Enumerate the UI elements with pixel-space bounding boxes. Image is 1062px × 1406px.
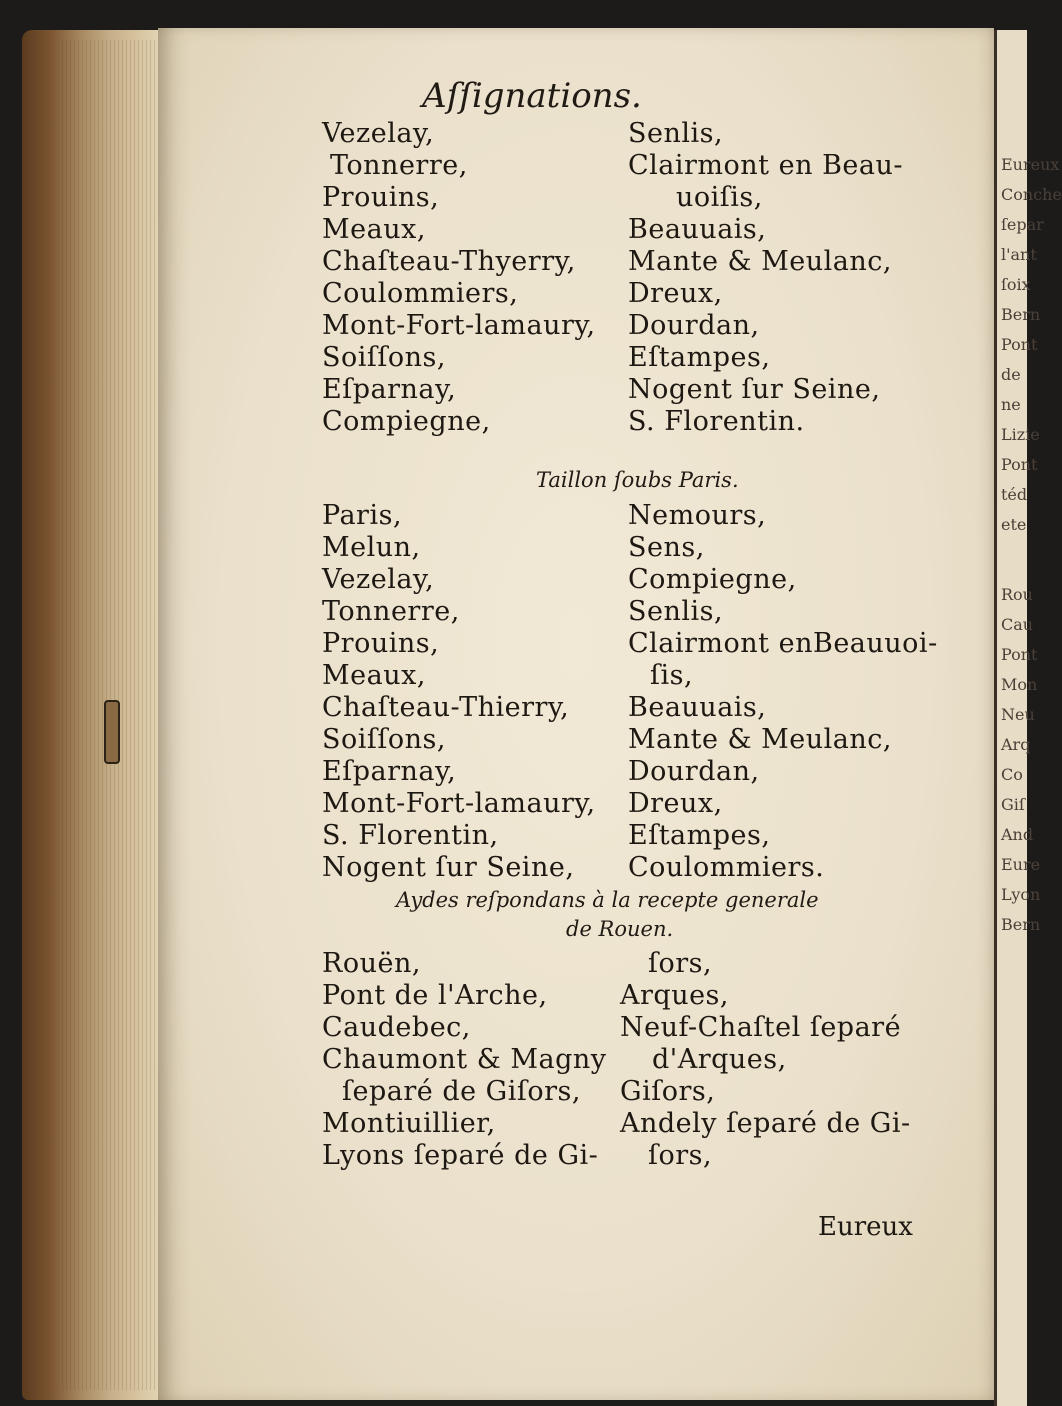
place-name: Mante & Meulanc, bbox=[628, 724, 892, 755]
place-name: Compiegne, bbox=[322, 406, 491, 437]
place-name: Mante & Meulanc, bbox=[628, 246, 892, 277]
place-name: Melun, bbox=[322, 532, 421, 563]
section-heading: Taillon ſoubs Paris. bbox=[536, 468, 739, 492]
place-name: Chaſteau-Thyerry, bbox=[322, 246, 576, 277]
place-name: ſors, bbox=[648, 1140, 713, 1171]
place-name: Meaux, bbox=[322, 214, 426, 245]
facing-page-fragment: Pont bbox=[1001, 455, 1038, 474]
facing-page-fragment: de bbox=[1001, 365, 1021, 384]
place-name: Beauuais, bbox=[628, 214, 767, 245]
place-name: Eſparnay, bbox=[322, 756, 457, 787]
place-name: Mont-Fort-lamaury, bbox=[322, 788, 596, 819]
section3-right-column bbox=[620, 948, 911, 1172]
place-name: Meaux, bbox=[322, 660, 426, 691]
place-name: Coulommiers, bbox=[322, 278, 519, 309]
place-name: Nogent ſur Seine, bbox=[322, 852, 575, 883]
place-name: Soiſſons, bbox=[322, 724, 446, 755]
place-name: Caudebec, bbox=[322, 1012, 471, 1043]
facing-page-fragment: Rou bbox=[1001, 585, 1033, 604]
place-name: Lyons ſeparé de Gi- bbox=[322, 1140, 599, 1171]
facing-page bbox=[994, 30, 1062, 1406]
place-name: S. Florentin. bbox=[628, 406, 805, 437]
section-heading: Aydes reſpondans à la recepte generale bbox=[396, 888, 819, 912]
page-header: Aſſignations. bbox=[422, 76, 642, 116]
place-name: Dreux, bbox=[628, 278, 723, 309]
facing-page-fragment: Neu bbox=[1001, 705, 1035, 724]
section1-right-column bbox=[628, 118, 903, 438]
place-name: Compiegne, bbox=[628, 564, 797, 595]
place-name: Eſtampes, bbox=[628, 342, 771, 373]
facing-page-fragment: Conche bbox=[1001, 185, 1062, 204]
facing-page-fragment: ete bbox=[1001, 515, 1027, 534]
place-name: Soiſſons, bbox=[322, 342, 446, 373]
place-name: Giſors, bbox=[620, 1076, 716, 1107]
section2-left-column bbox=[322, 500, 596, 884]
place-name: Clairmont enBeauuoi- bbox=[628, 628, 938, 659]
place-name: uoiſis, bbox=[676, 182, 763, 213]
place-name: Chaumont & Magny bbox=[322, 1044, 607, 1075]
section-heading-continued: de Rouen. bbox=[566, 917, 674, 941]
catchword: Eureux bbox=[818, 1212, 913, 1242]
place-name: ſors, bbox=[648, 948, 713, 979]
facing-page-fragment: And bbox=[1001, 825, 1034, 844]
book-edge bbox=[22, 30, 172, 1400]
place-name: Nogent ſur Seine, bbox=[628, 374, 881, 405]
facing-page-fragment: Co bbox=[1001, 765, 1023, 784]
section3-left-column bbox=[322, 948, 607, 1172]
place-name: Sens, bbox=[628, 532, 705, 563]
place-name: Dreux, bbox=[628, 788, 723, 819]
place-name: Prouins, bbox=[322, 182, 440, 213]
place-name: d'Arques, bbox=[652, 1044, 787, 1075]
place-name: Chaſteau-Thierry, bbox=[322, 692, 570, 723]
facing-page-fragment: Lizie bbox=[1001, 425, 1040, 444]
place-name: Clairmont en Beau- bbox=[628, 150, 903, 181]
place-name: Pont de l'Arche, bbox=[322, 980, 548, 1011]
place-name: Beauuais, bbox=[628, 692, 767, 723]
place-name: Montiuillier, bbox=[322, 1108, 496, 1139]
facing-page-fragment: Pont bbox=[1001, 645, 1038, 664]
facing-page-fragment: téd bbox=[1001, 485, 1028, 504]
place-name: ſis, bbox=[650, 660, 694, 691]
place-name: Neuf-Chaſtel ſeparé bbox=[620, 1012, 902, 1043]
facing-page-fragment: Mon bbox=[1001, 675, 1038, 694]
facing-page-fragment: Giſ bbox=[1001, 795, 1025, 814]
facing-page-fragment: ne bbox=[1001, 395, 1021, 414]
place-name: Dourdan, bbox=[628, 310, 760, 341]
place-name: Rouën, bbox=[322, 948, 421, 979]
section2-right-column bbox=[628, 500, 938, 884]
place-name: Paris, bbox=[322, 500, 403, 531]
place-name: Senlis, bbox=[628, 118, 724, 149]
place-name: Senlis, bbox=[628, 596, 724, 627]
place-name: S. Florentin, bbox=[322, 820, 499, 851]
facing-page-fragment: ſepar bbox=[1001, 215, 1044, 234]
facing-page-fragment: ſoix bbox=[1001, 275, 1031, 294]
place-name: ſeparé de Giſors, bbox=[342, 1076, 581, 1107]
facing-page-fragment: l'ant bbox=[1001, 245, 1037, 264]
place-name: Vezelay, bbox=[322, 118, 435, 149]
facing-page-fragment: Arq bbox=[1001, 735, 1031, 754]
facing-page-fragment: Bern bbox=[1001, 915, 1041, 934]
facing-page-fragment: Cau bbox=[1001, 615, 1034, 634]
place-name: Nemours, bbox=[628, 500, 767, 531]
place-name: Coulommiers. bbox=[628, 852, 825, 883]
place-name: Arques, bbox=[620, 980, 729, 1011]
place-name: Andely ſeparé de Gi- bbox=[620, 1108, 911, 1139]
place-name: Vezelay, bbox=[322, 564, 435, 595]
facing-page-fragment: Eureux bbox=[1001, 155, 1060, 174]
place-name: Tonnerre, bbox=[330, 150, 468, 181]
place-name: Prouins, bbox=[322, 628, 440, 659]
facing-page-fragment: Pont bbox=[1001, 335, 1038, 354]
facing-page-fragment: Lyon bbox=[1001, 885, 1041, 904]
place-name: Dourdan, bbox=[628, 756, 760, 787]
section1-left-column bbox=[322, 118, 596, 438]
facing-page-fragment: Eure bbox=[1001, 855, 1041, 874]
place-name: Eſtampes, bbox=[628, 820, 771, 851]
facing-page-fragment: Bern bbox=[1001, 305, 1041, 324]
place-name: Eſparnay, bbox=[322, 374, 457, 405]
place-name: Mont-Fort-lamaury, bbox=[322, 310, 596, 341]
place-name: Tonnerre, bbox=[322, 596, 460, 627]
book-clasp bbox=[104, 700, 120, 764]
